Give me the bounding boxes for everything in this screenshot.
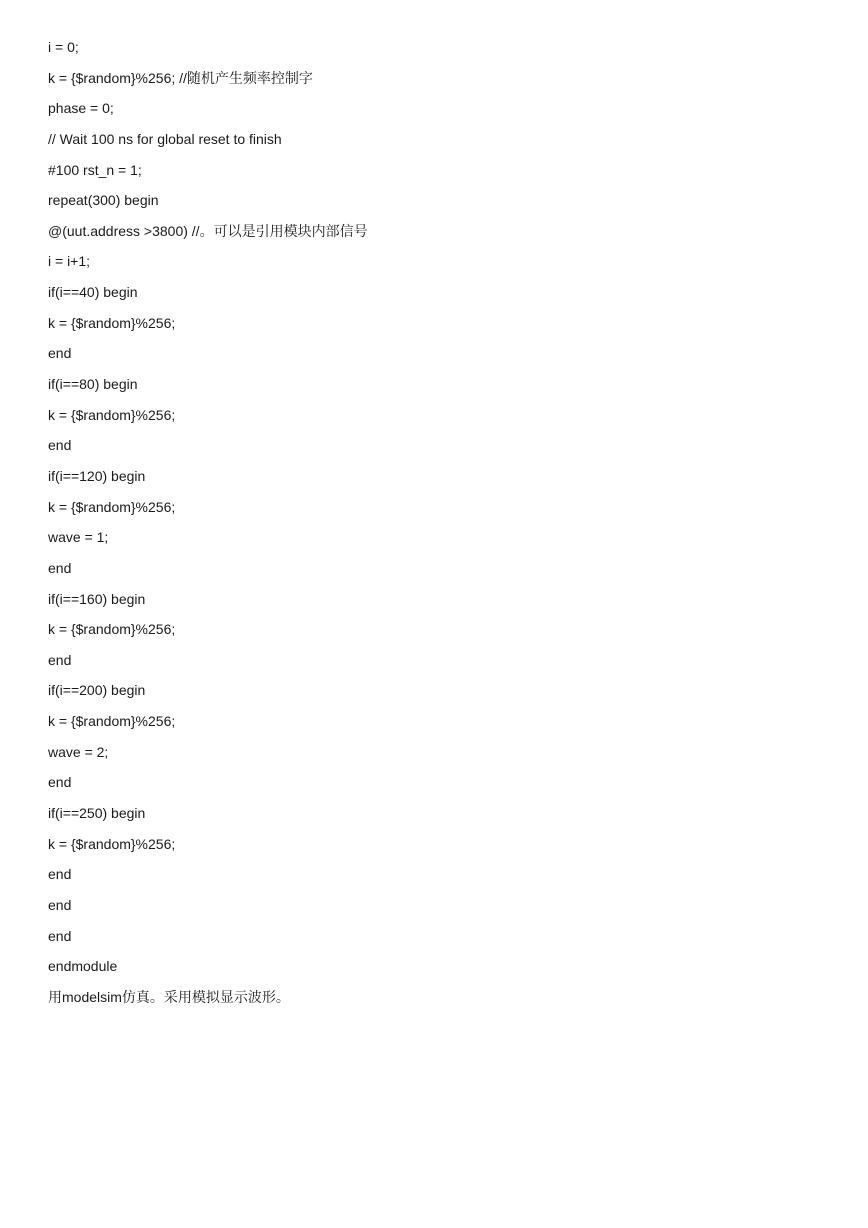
- code-line: k = {$random}%256;: [48, 713, 176, 730]
- code-line: i = 0;: [48, 39, 79, 55]
- code-line: end: [48, 559, 72, 576]
- code-line: phase = 0;: [48, 100, 114, 117]
- code-line: repeat(300) begin: [48, 192, 159, 209]
- code-line: end: [48, 437, 72, 454]
- code-line: k = {$random}%256;: [48, 835, 176, 852]
- code-line: if(i==80) begin: [48, 376, 138, 393]
- code-line: k = {$random}%256; //随机产生频率控制字: [48, 69, 313, 86]
- code-line: if(i==160) begin: [48, 590, 146, 607]
- code-line: @(uut.address >3800) //。可以是引用模块内部信号: [48, 222, 368, 239]
- code-line: #100 rst_n = 1;: [48, 161, 142, 178]
- code-line: end: [48, 651, 72, 668]
- code-line: end: [48, 927, 72, 944]
- code-line: if(i==120) begin: [48, 467, 146, 484]
- code-line: end: [48, 345, 72, 362]
- code-line: if(i==200) begin: [48, 682, 146, 699]
- code-line: wave = 1;: [48, 529, 109, 546]
- body-paragraph: 用modelsim仿真。采用模拟显示波形。: [48, 988, 290, 1005]
- code-line: end: [48, 896, 72, 913]
- code-line: endmodule: [48, 958, 118, 975]
- code-line: wave = 2;: [48, 743, 109, 760]
- code-line: k = {$random}%256;: [48, 621, 176, 638]
- code-line: // Wait 100 ns for global reset to finish: [48, 130, 282, 147]
- code-line: k = {$random}%256;: [48, 406, 176, 423]
- code-listing: [48, 37, 368, 1018]
- code-line: if(i==250) begin: [48, 805, 146, 822]
- code-line: end: [48, 774, 72, 791]
- code-line: i = i+1;: [48, 253, 91, 270]
- code-line: if(i==40) begin: [48, 284, 138, 301]
- code-line: k = {$random}%256;: [48, 314, 176, 331]
- code-line: k = {$random}%256;: [48, 498, 176, 515]
- code-line: end: [48, 866, 72, 883]
